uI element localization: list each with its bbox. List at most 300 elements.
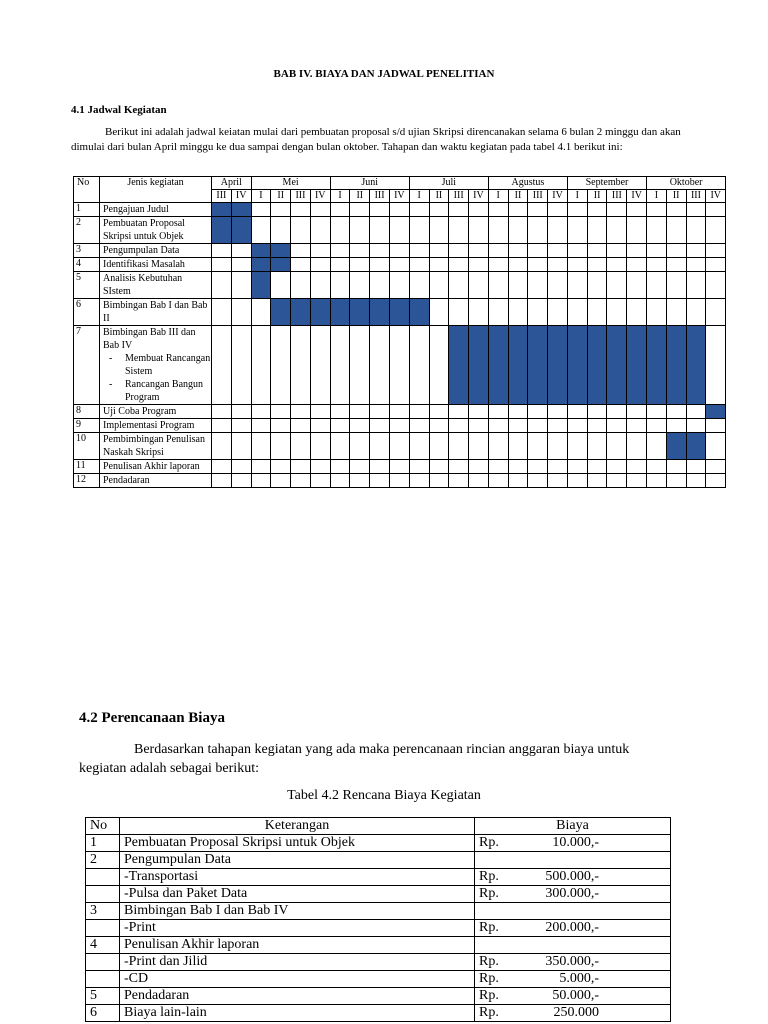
schedule-month-header: Juli [409,177,488,190]
schedule-activity-label: Pembimbingan Penulisan Naskah Skripsi [103,434,205,458]
schedule-empty-cell [686,272,706,299]
schedule-month-header: Juni [330,177,409,190]
schedule-empty-cell [706,244,726,258]
schedule-empty-cell [548,405,568,419]
schedule-empty-cell [567,272,587,299]
budget-row-number: 4 [86,937,120,954]
schedule-empty-cell [449,405,469,419]
schedule-row-number: 5 [74,272,100,299]
schedule-empty-cell [212,272,232,299]
schedule-activity-cell [100,258,212,272]
schedule-empty-cell [488,203,508,217]
schedule-week-header: III [607,190,627,203]
schedule-empty-cell [587,299,607,326]
schedule-empty-cell [548,419,568,433]
schedule-empty-cell [647,460,667,474]
schedule-empty-cell [330,405,350,419]
schedule-empty-cell [528,299,548,326]
schedule-empty-cell [212,460,232,474]
schedule-row [74,474,726,488]
budget-header-row [86,818,671,835]
schedule-empty-cell [350,405,370,419]
schedule-empty-cell [469,272,489,299]
schedule-empty-cell [488,419,508,433]
schedule-empty-cell [647,258,667,272]
currency-label: Rp. [479,971,499,986]
schedule-empty-cell [212,326,232,405]
schedule-empty-cell [330,474,350,488]
document-title: BAB IV. BIAYA DAN JADWAL PENELITIAN [273,68,495,80]
budget-row-cost [475,988,671,1005]
schedule-empty-cell [607,203,627,217]
schedule-empty-cell [567,460,587,474]
schedule-month-header: Agustus [488,177,567,190]
budget-row-cost [475,920,671,937]
schedule-empty-cell [686,405,706,419]
schedule-empty-cell [389,258,409,272]
schedule-empty-cell [627,405,647,419]
schedule-empty-cell [231,258,251,272]
schedule-empty-cell [429,326,449,405]
schedule-empty-cell [212,433,232,460]
schedule-empty-cell [370,433,390,460]
schedule-empty-cell [429,258,449,272]
cost-amount: 250.000 [553,1005,599,1020]
schedule-empty-cell [647,405,667,419]
schedule-empty-cell [647,244,667,258]
schedule-empty-cell [607,419,627,433]
schedule-empty-cell [370,460,390,474]
budget-row-cost [475,903,671,920]
cost-amount: 50.000,- [552,988,599,1003]
schedule-empty-cell [528,474,548,488]
cost-amount: 200.000,- [545,920,599,935]
schedule-empty-cell [271,460,291,474]
schedule-empty-cell [627,217,647,244]
schedule-week-header: I [251,190,271,203]
schedule-empty-cell [389,217,409,244]
budget-col-description: Keterangan [120,818,475,835]
schedule-empty-cell [291,203,311,217]
budget-row [86,954,671,971]
schedule-empty-cell [449,474,469,488]
schedule-empty-cell [528,419,548,433]
schedule-empty-cell [587,258,607,272]
schedule-filled-cell [389,299,409,326]
schedule-week-header: IV [469,190,489,203]
schedule-empty-cell [350,326,370,405]
budget-row-description: Penulisan Akhir laporan [120,937,475,954]
schedule-empty-cell [666,217,686,244]
schedule-empty-cell [528,203,548,217]
schedule-subitem-list [103,352,211,404]
schedule-week-header: II [350,190,370,203]
schedule-empty-cell [350,217,370,244]
schedule-empty-cell [251,433,271,460]
schedule-empty-cell [251,326,271,405]
schedule-empty-cell [548,433,568,460]
schedule-activity-label: Analisis Kebutuhan SIstem [103,273,183,297]
schedule-row-number: 1 [74,203,100,217]
schedule-empty-cell [330,326,350,405]
schedule-empty-cell [231,419,251,433]
schedule-row [74,433,726,460]
schedule-empty-cell [508,244,528,258]
schedule-empty-cell [409,217,429,244]
schedule-empty-cell [587,419,607,433]
schedule-empty-cell [449,244,469,258]
schedule-empty-cell [666,460,686,474]
schedule-activity-cell [100,203,212,217]
budget-row-description: Pembuatan Proposal Skripsi untuk Objek [120,835,475,852]
schedule-empty-cell [231,244,251,258]
schedule-activity-label: Implementasi Program [103,420,195,431]
cost-amount: 500.000,- [545,869,599,884]
schedule-filled-cell [627,326,647,405]
schedule-empty-cell [429,217,449,244]
schedule-activity-cell [100,405,212,419]
schedule-empty-cell [310,258,330,272]
schedule-filled-cell [231,203,251,217]
schedule-empty-cell [212,258,232,272]
schedule-empty-cell [310,326,330,405]
schedule-activity-label: Pengajuan Judul [103,204,169,215]
schedule-empty-cell [231,272,251,299]
schedule-empty-cell [370,272,390,299]
schedule-empty-cell [508,474,528,488]
schedule-week-header: IV [231,190,251,203]
budget-row [86,971,671,988]
budget-row-cost [475,886,671,903]
schedule-row-number: 10 [74,433,100,460]
schedule-activity-cell [100,272,212,299]
schedule-filled-cell [449,326,469,405]
schedule-empty-cell [587,203,607,217]
schedule-empty-cell [429,405,449,419]
budget-col-no: No [86,818,120,835]
schedule-filled-cell [686,326,706,405]
schedule-empty-cell [627,474,647,488]
schedule-week-header: I [647,190,667,203]
schedule-empty-cell [528,258,548,272]
schedule-empty-cell [231,299,251,326]
schedule-activity-cell [100,433,212,460]
schedule-filled-cell [469,326,489,405]
schedule-empty-cell [251,217,271,244]
schedule-empty-cell [647,299,667,326]
schedule-week-header: II [587,190,607,203]
schedule-week-header: I [567,190,587,203]
schedule-col-no: No [74,177,100,203]
schedule-empty-cell [647,272,667,299]
schedule-empty-cell [409,405,429,419]
schedule-empty-cell [291,474,311,488]
budget-row [86,920,671,937]
schedule-week-header: IV [389,190,409,203]
schedule-empty-cell [627,433,647,460]
schedule-empty-cell [429,433,449,460]
schedule-empty-cell [429,460,449,474]
schedule-empty-cell [528,405,548,419]
schedule-empty-cell [251,299,271,326]
schedule-empty-cell [528,460,548,474]
schedule-empty-cell [231,326,251,405]
schedule-empty-cell [469,460,489,474]
schedule-empty-cell [548,217,568,244]
budget-row-cost [475,971,671,988]
schedule-empty-cell [370,405,390,419]
schedule-row [74,272,726,299]
schedule-empty-cell [409,433,429,460]
schedule-filled-cell [310,299,330,326]
schedule-empty-cell [251,474,271,488]
schedule-activity-label: Uji Coba Program [103,406,177,417]
schedule-empty-cell [627,419,647,433]
section-heading-budget: 4.2 Perencanaan Biaya [79,710,225,726]
schedule-empty-cell [291,272,311,299]
schedule-empty-cell [528,433,548,460]
schedule-empty-cell [271,203,291,217]
cost-amount: 350.000,- [545,954,599,969]
schedule-empty-cell [271,326,291,405]
schedule-empty-cell [409,326,429,405]
schedule-empty-cell [508,299,528,326]
schedule-empty-cell [469,474,489,488]
schedule-empty-cell [291,258,311,272]
schedule-empty-cell [548,244,568,258]
schedule-empty-cell [231,474,251,488]
schedule-empty-cell [310,203,330,217]
schedule-empty-cell [271,217,291,244]
schedule-empty-cell [330,419,350,433]
schedule-activity-cell [100,326,212,405]
schedule-empty-cell [548,272,568,299]
schedule-row [74,203,726,217]
schedule-empty-cell [488,244,508,258]
schedule-empty-cell [350,419,370,433]
budget-row-number [86,920,120,937]
budget-intro-paragraph [79,740,679,778]
schedule-empty-cell [231,460,251,474]
schedule-empty-cell [251,460,271,474]
schedule-week-header: III [528,190,548,203]
schedule-week-header: III [212,190,232,203]
schedule-empty-cell [330,217,350,244]
schedule-week-header: I [330,190,350,203]
schedule-row [74,326,726,405]
schedule-activity-label: Pengumpulan Data [103,245,180,256]
schedule-empty-cell [508,203,528,217]
schedule-empty-cell [291,326,311,405]
schedule-empty-cell [350,460,370,474]
schedule-empty-cell [251,405,271,419]
schedule-row-number: 8 [74,405,100,419]
budget-row-number: 3 [86,903,120,920]
schedule-empty-cell [370,326,390,405]
budget-row [86,852,671,869]
cost-amount: 10.000,- [552,835,599,850]
schedule-empty-cell [469,217,489,244]
currency-label: Rp. [479,988,499,1003]
schedule-filled-cell [251,258,271,272]
schedule-empty-cell [488,217,508,244]
schedule-empty-cell [449,217,469,244]
budget-row-number [86,869,120,886]
schedule-empty-cell [666,299,686,326]
schedule-activity-label: Identifikasi Masalah [103,259,185,270]
schedule-row-number: 9 [74,419,100,433]
budget-row-description: -CD [120,971,475,988]
schedule-intro-text: Berikut ini adalah jadwal keiatan mulai dari pembuatan proposal s/d ujian Skripsi direncanakan selama 6 bulan 2 minggu dan akan dimulai dari bulan April minggu ke dua sampai dengan bulan oktober. Tahapan dan waktu kegiatan pada tabel 4.1 berikut ini: [71,126,681,153]
schedule-empty-cell [627,244,647,258]
schedule-empty-cell [429,244,449,258]
schedule-filled-cell [212,203,232,217]
schedule-empty-cell [488,460,508,474]
schedule-empty-cell [488,272,508,299]
schedule-empty-cell [488,405,508,419]
schedule-empty-cell [212,244,232,258]
schedule-empty-cell [587,474,607,488]
schedule-week-header: IV [706,190,726,203]
schedule-empty-cell [706,272,726,299]
schedule-empty-cell [350,433,370,460]
schedule-empty-cell [647,474,667,488]
schedule-empty-cell [508,217,528,244]
schedule-empty-cell [508,405,528,419]
schedule-row [74,299,726,326]
schedule-row-number: 12 [74,474,100,488]
schedule-empty-cell [409,419,429,433]
schedule-row-number: 2 [74,217,100,244]
schedule-filled-cell [271,258,291,272]
budget-row-number: 5 [86,988,120,1005]
schedule-empty-cell [548,460,568,474]
schedule-empty-cell [310,460,330,474]
schedule-empty-cell [449,272,469,299]
schedule-empty-cell [488,299,508,326]
schedule-empty-cell [310,244,330,258]
schedule-activity-label: Pembuatan Proposal Skripsi untuk Objek [103,218,185,242]
schedule-empty-cell [706,299,726,326]
schedule-empty-cell [706,203,726,217]
schedule-week-header: III [291,190,311,203]
schedule-empty-cell [212,474,232,488]
schedule-empty-cell [350,474,370,488]
schedule-month-header: April [212,177,252,190]
schedule-empty-cell [212,419,232,433]
schedule-filled-cell [271,299,291,326]
schedule-empty-cell [508,433,528,460]
schedule-filled-cell [231,217,251,244]
budget-table-caption: Tabel 4.2 Rencana Biaya Kegiatan [287,788,481,803]
budget-row [86,988,671,1005]
schedule-empty-cell [686,299,706,326]
schedule-empty-cell [330,258,350,272]
schedule-empty-cell [706,258,726,272]
schedule-empty-cell [627,258,647,272]
schedule-empty-cell [429,299,449,326]
cost-amount: 300.000,- [545,886,599,901]
schedule-empty-cell [508,460,528,474]
schedule-empty-cell [666,203,686,217]
schedule-empty-cell [686,460,706,474]
schedule-empty-cell [231,405,251,419]
budget-row-description: -Print dan Jilid [120,954,475,971]
schedule-empty-cell [567,217,587,244]
schedule-empty-cell [469,203,489,217]
schedule-col-activity: Jenis kegiatan [100,177,212,203]
schedule-empty-cell [429,203,449,217]
budget-row-description: Pengumpulan Data [120,852,475,869]
schedule-activity-cell [100,460,212,474]
budget-row-description: Biaya lain-lain [120,1005,475,1022]
schedule-empty-cell [686,244,706,258]
budget-table [85,817,671,1022]
schedule-empty-cell [251,203,271,217]
schedule-row [74,419,726,433]
budget-row [86,869,671,886]
schedule-empty-cell [627,203,647,217]
budget-row-description: -Print [120,920,475,937]
schedule-empty-cell [429,474,449,488]
schedule-empty-cell [706,217,726,244]
schedule-empty-cell [449,460,469,474]
schedule-empty-cell [567,258,587,272]
schedule-empty-cell [370,474,390,488]
schedule-empty-cell [409,460,429,474]
budget-intro-text: Berdasarkan tahapan kegiatan yang ada maka perencanaan rincian anggaran biaya untuk kegiatan adalah sebagai berikut: [79,742,630,776]
schedule-activity-cell [100,474,212,488]
schedule-empty-cell [706,433,726,460]
schedule-empty-cell [310,217,330,244]
schedule-empty-cell [488,474,508,488]
currency-label: Rp. [479,954,499,969]
schedule-row-number: 3 [74,244,100,258]
budget-row-description: -Pulsa dan Paket Data [120,886,475,903]
schedule-empty-cell [370,244,390,258]
schedule-empty-cell [548,203,568,217]
schedule-empty-cell [666,258,686,272]
schedule-empty-cell [567,244,587,258]
schedule-empty-cell [647,433,667,460]
schedule-month-header: September [567,177,646,190]
schedule-filled-cell [647,326,667,405]
schedule-empty-cell [469,405,489,419]
budget-row-number [86,886,120,903]
schedule-filled-cell [370,299,390,326]
schedule-empty-cell [607,244,627,258]
schedule-month-header-row [74,177,726,190]
budget-row-description: Pendadaran [120,988,475,1005]
schedule-empty-cell [469,244,489,258]
schedule-month-header: Mei [251,177,330,190]
schedule-activity-cell [100,299,212,326]
schedule-empty-cell [370,419,390,433]
schedule-filled-cell [271,244,291,258]
schedule-week-header: I [488,190,508,203]
schedule-empty-cell [449,419,469,433]
schedule-empty-cell [271,474,291,488]
currency-label: Rp. [479,1005,499,1020]
schedule-empty-cell [212,299,232,326]
schedule-week-header: IV [310,190,330,203]
schedule-empty-cell [567,474,587,488]
schedule-empty-cell [647,217,667,244]
budget-row-cost [475,937,671,954]
schedule-empty-cell [370,217,390,244]
schedule-empty-cell [647,203,667,217]
schedule-empty-cell [607,460,627,474]
